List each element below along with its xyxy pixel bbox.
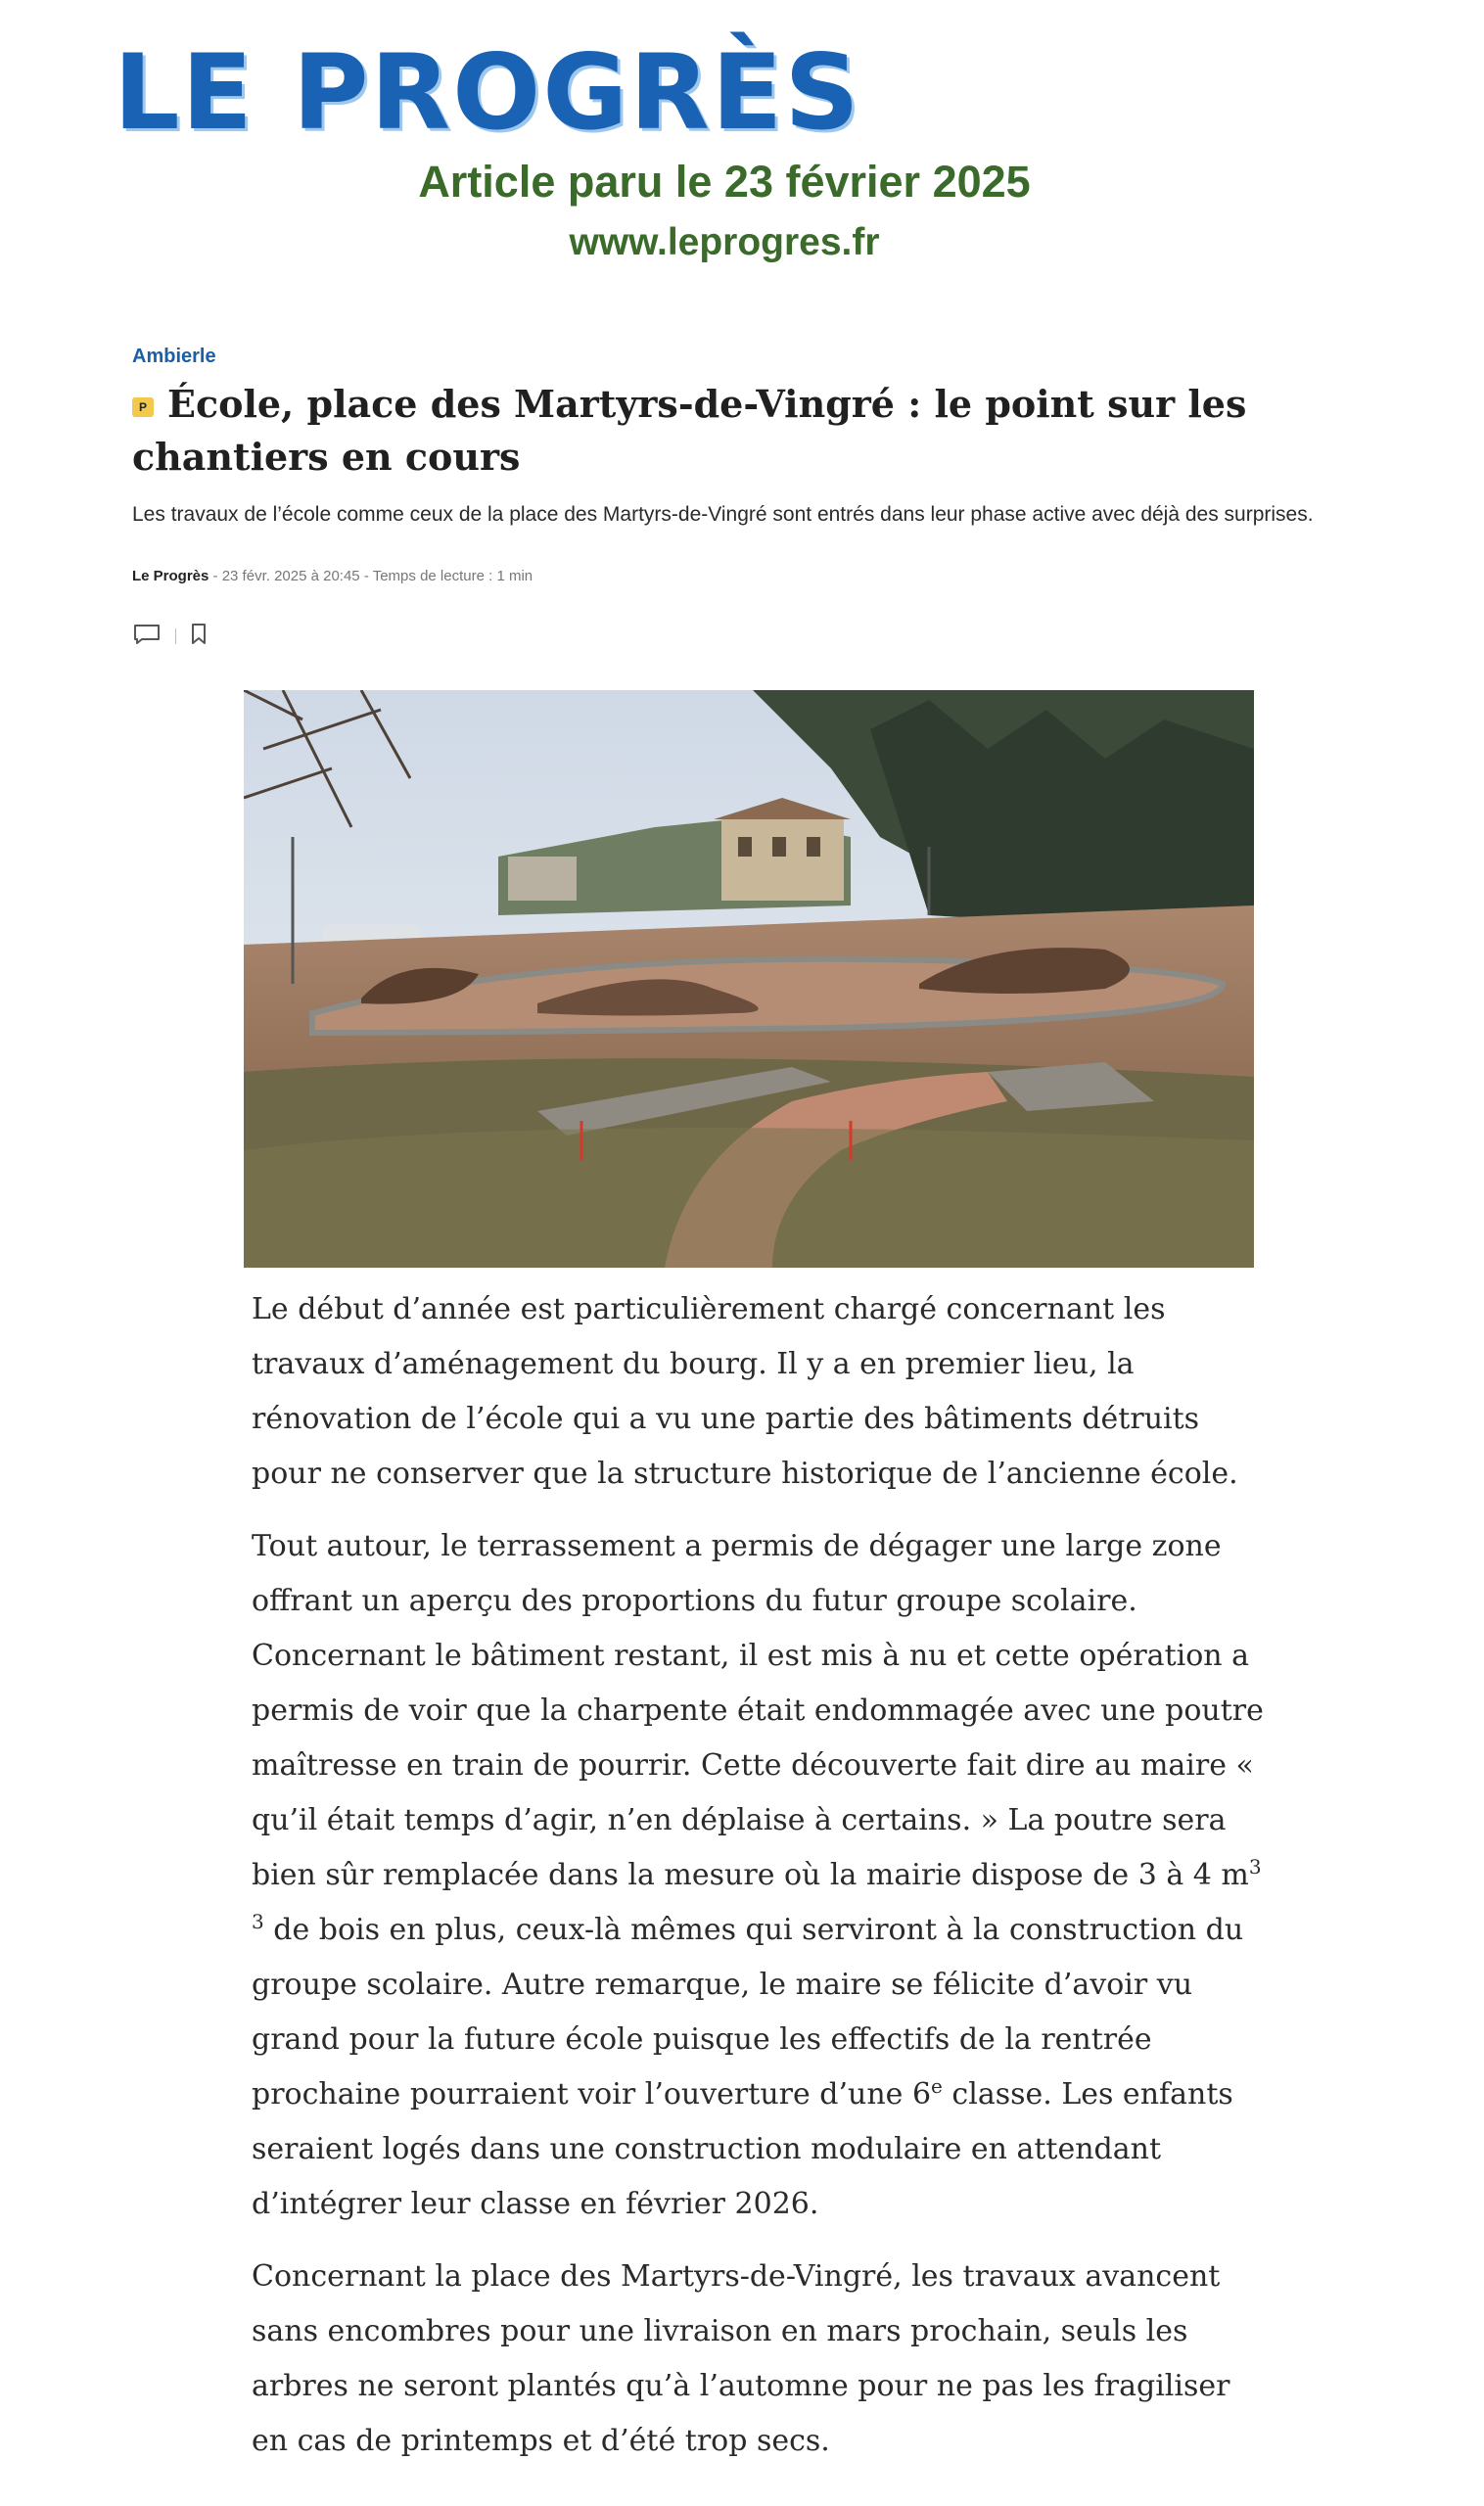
byline-reading-time: Temps de lecture : 1 min: [372, 568, 533, 584]
paragraph-2-part-a: Tout autour, le terrassement a permis de dégager une large zone offrant un aperçu des proportions du futur groupe scolaire. Concernant le bâtiment restant, il est mis à nu et cette opération a permis de voir que la charpente était endommagée avec une poutre maîtresse en train de pourrir. Cette découverte fait dire au maire « qu’il était temps d’agir, n’en déplaise à certains. » La poutre sera bien sûr remplacée dans la mesure où la mairie dispose de 3 à 4 m: [252, 1529, 1264, 1892]
byline-date: - 23 févr. 2025 à 20:45 -: [209, 568, 373, 584]
paragraph-2-superscript: 3 3: [252, 1855, 1262, 1933]
article-paragraph-3: Concernant la place des Martyrs-de-Vingré, les travaux avancent sans encombres pour une livraison en mars prochain, seuls les arbres ne seront plantés qu’à l’automne pour ne pas les fragiliser en cas de printemps et d’été trop secs.: [252, 2259, 1230, 2458]
paragraph-2-part-b: de bois en plus, ceux-là mêmes qui serviront à la construction du groupe scolaire. Autre remarque, le maire se félicite d’avoir vu grand pour la future école puisque les effectifs de la rentrée prochaine pourraient voir l’ouverture d’une 6: [252, 1913, 1244, 2112]
article-photo: [244, 690, 1254, 1268]
actions-divider: [175, 628, 176, 644]
article-paragraph-1: Le début d’année est particulièrement chargé concernant les travaux d’aménagement du bourg. Il y a en premier lieu, la rénovation de l’école qui a vu une partie des bâtiments détruits pour ne conserver que la structure historique de l’ancienne école.: [252, 1292, 1238, 1491]
article-standfirst: Les travaux de l’école comme ceux de la place des Martyrs-de-Vingré sont entrés dans leur phase active avec déjà des surprises.: [132, 503, 1314, 526]
article-byline: [132, 568, 533, 584]
paragraph-2-superscript-e: e: [931, 2074, 943, 2098]
bookmark-icon[interactable]: [190, 623, 208, 650]
article-title: [132, 378, 1366, 484]
comment-icon[interactable]: [132, 623, 162, 650]
article-category[interactable]: Ambierle: [132, 346, 216, 367]
article-title-text: École, place des Martyrs-de-Vingré : le point sur les chantiers en cours: [132, 382, 1247, 479]
byline-source: Le Progrès: [132, 568, 209, 584]
newspaper-logo: LE PROGRÈS: [114, 32, 861, 153]
article-actions: [132, 623, 208, 650]
publication-date-banner: Article paru le 23 février 2025: [418, 157, 1031, 207]
paragraph-2-part-c: classe. Les enfants seraient logés dans une construction modulaire en attendant d’intégrer leur classe en février 2026.: [252, 2077, 1233, 2221]
article-body: [252, 1282, 1270, 2486]
premium-badge-icon: P: [132, 397, 154, 417]
article-paragraph-2: [252, 1519, 1270, 2232]
website-url: www.leprogres.fr: [569, 221, 880, 263]
